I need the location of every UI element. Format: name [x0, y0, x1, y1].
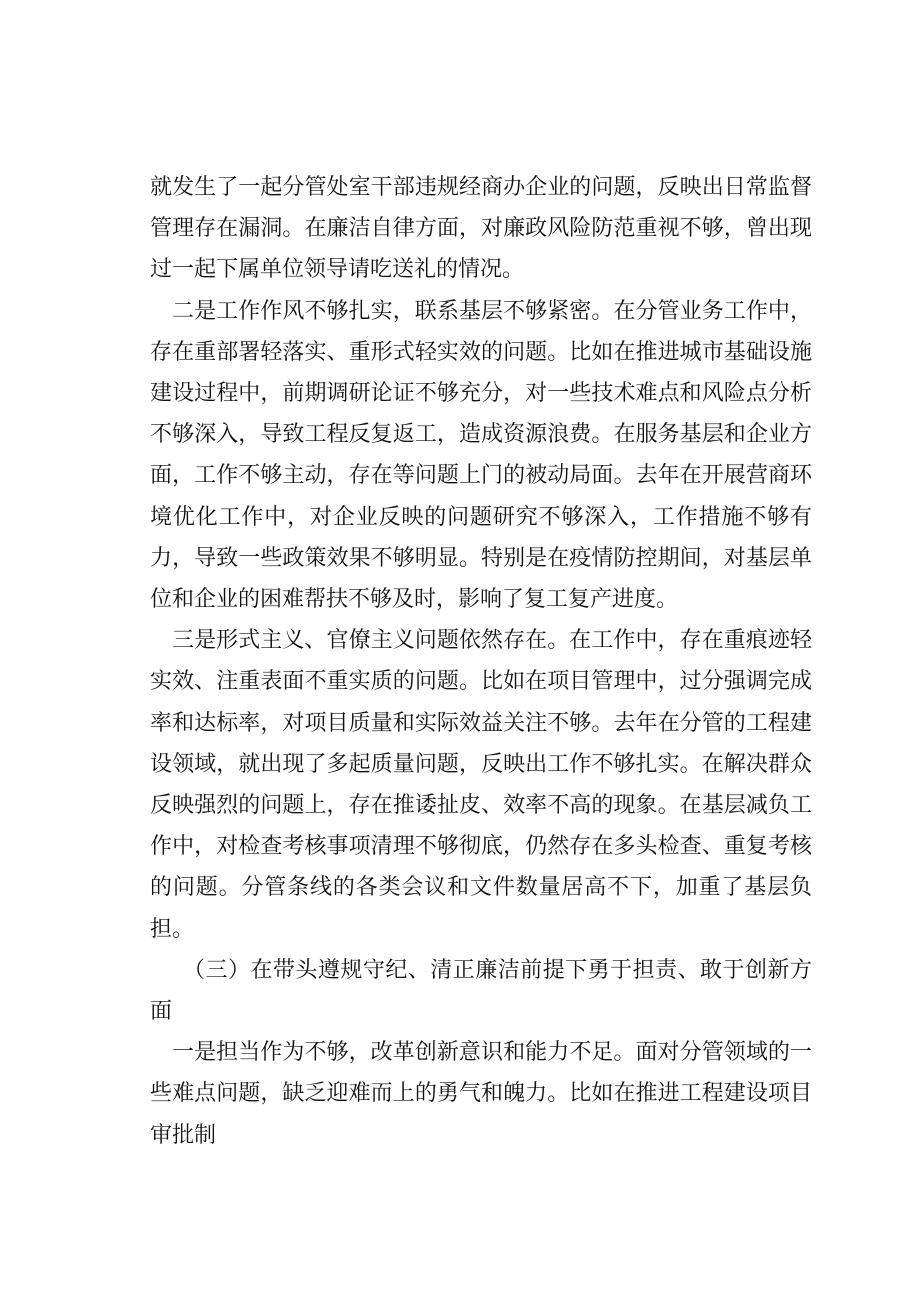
- document-body: [150, 167, 812, 1156]
- paragraph-responsibility: 一是担当作为不够，改革创新意识和能力不足。面对分管领域的一些难点问题，缺乏迎难而上的勇气和魄力。比如在推进工程建设项目审批制: [150, 1040, 812, 1148]
- paragraph-formalism: 三是形式主义、官僚主义问题依然存在。在工作中，存在重痕迹轻实效、注重表面不重实质的问题。比如在项目管理中，过分强调完成率和达标率，对项目质量和实际效益关注不够。去年在分管的工程建设领域，就出现了多起质量问题，反映出工作不够扎实。在解决群众反映强烈的问题上，存在推诿扯皮、效率不高的现象。在基层减负工作中，对检查考核事项清理不够彻底，仍然存在多头检查、重复考核的问题。分管条线的各类会议和文件数量居高不下，加重了基层负担。: [150, 628, 812, 942]
- section-heading-three: （三）在带头遵规守纪、清正廉洁前提下勇于担责、敢于创新方面: [150, 957, 812, 1025]
- paragraph-continuation: 就发生了一起分管处室干部违规经商办企业的问题，反映出日常监督管理存在漏洞。在廉洁自律方面，对廉政风险防范重视不够，曾出现过一起下属单位领导请吃送礼的情况。: [150, 175, 812, 283]
- paragraph-work-style: 二是工作作风不够扎实，联系基层不够紧密。在分管业务工作中，存在重部署轻落实、重形式轻实效的问题。比如在推进城市基础设施建设过程中，前期调研论证不够充分，对一些技术难点和风险点分析不够深入，导致工程反复返工，造成资源浪费。在服务基层和企业方面，工作不够主动，存在等问题上门的被动局面。去年在开展营商环境优化工作中，对企业反映的问题研究不够深入，工作措施不够有力，导致一些政策效果不够明显。特别是在疫情防控期间，对基层单位和企业的困难帮扶不够及时，影响了复工复产进度。: [150, 298, 812, 613]
